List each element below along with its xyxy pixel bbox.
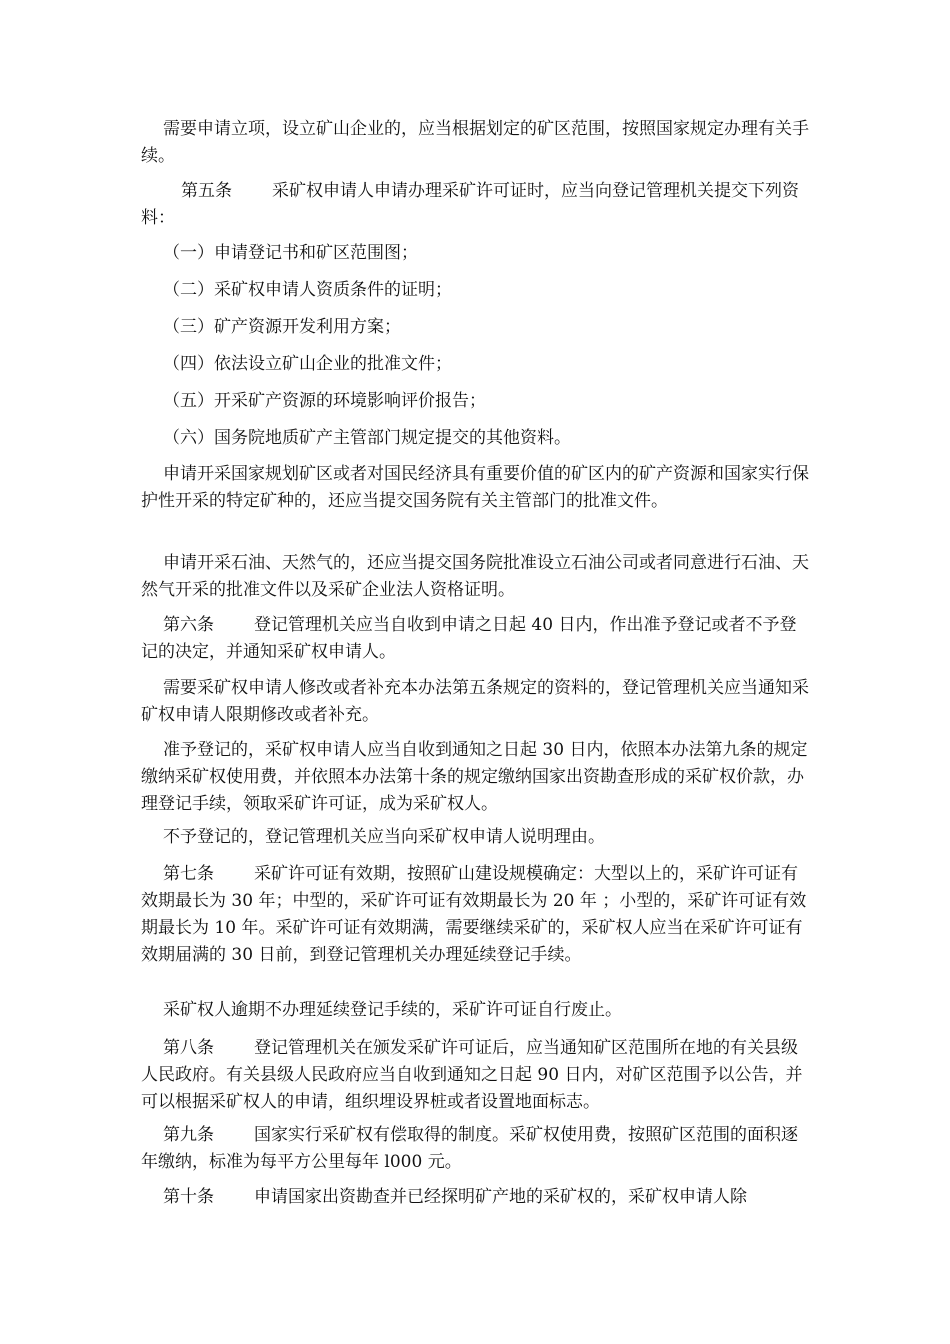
article-number: 第九条 xyxy=(163,1125,214,1145)
list-item: （五）开采矿产资源的环境影响评价报告； xyxy=(163,391,486,411)
article-number: 第十条 xyxy=(163,1187,214,1207)
article-paragraph: 第六条 登记管理机关应当自收到申请之日起 40 日内，作出准予登记或者不予登记的决定，并通知采矿权申请人。 xyxy=(141,615,797,662)
paragraph: 采矿权人逾期不办理延续登记手续的，采矿许可证自行废止。 xyxy=(163,1000,622,1020)
paragraph: 需要采矿权申请人修改或者补充本办法第五条规定的资料的，登记管理机关应当通知采矿权申请人限期修改或者补充。 xyxy=(141,678,809,725)
article-paragraph: 第十条 申请国家出资勘查并已经探明矿产地的采矿权的，采矿权申请人除 xyxy=(163,1187,747,1207)
article-number: 第六条 xyxy=(163,615,214,635)
paragraph: 申请开采国家规划矿区或者对国民经济具有重要价值的矿区内的矿产资源和国家实行保护性开采的特定矿种的，还应当提交国务院有关主管部门的批准文件。 xyxy=(141,464,809,511)
article-paragraph: 第九条 国家实行采矿权有偿取得的制度。采矿权使用费，按照矿区范围的面积逐年缴纳，标准为每平方公里每年 l000 元。 xyxy=(141,1125,798,1172)
article-number: 第八条 xyxy=(163,1038,214,1058)
list-item: （六）国务院地质矿产主管部门规定提交的其他资料。 xyxy=(163,428,571,448)
paragraph: 申请开采石油、天然气的，还应当提交国务院批准设立石油公司或者同意进行石油、天然气开采的批准文件以及采矿企业法人资格证明。 xyxy=(141,553,809,600)
article-paragraph: 第五条 采矿权申请人申请办理采矿许可证时，应当向登记管理机关提交下列资料： xyxy=(141,181,799,228)
article-number: 第五条 xyxy=(181,181,232,201)
paragraph: 不予登记的，登记管理机关应当向采矿权申请人说明理由。 xyxy=(163,827,605,847)
list-item: （三）矿产资源开发利用方案； xyxy=(163,317,401,337)
list-item: （二）采矿权申请人资质条件的证明； xyxy=(163,280,452,300)
article-paragraph: 第七条 采矿许可证有效期，按照矿山建设规模确定：大型以上的，采矿许可证有效期最长为 30 年；中型的，采矿许可证有效期最长为 20 年 ；小型的，采矿许可证有效期最长为 10 年。采矿许可证有效期满，需要继续采矿的，采矿权人应当在采矿许可证有效期届满的 30 日前，到登记管理机关办理延续登记手续。 xyxy=(141,864,807,965)
paragraph: 需要申请立项，设立矿山企业的，应当根据划定的矿区范围，按照国家规定办理有关手续。 xyxy=(141,119,809,166)
list-item: （四）依法设立矿山企业的批准文件； xyxy=(163,354,452,374)
article-number: 第七条 xyxy=(163,864,214,884)
paragraph: 准予登记的，采矿权申请人应当自收到通知之日起 30 日内，依照本办法第九条的规定缴纳采矿权使用费，并依照本办法第十条的规定缴纳国家出资勘查形成的采矿权价款，办理登记手续，领取采矿许可证，成为采矿权人。 xyxy=(141,740,808,814)
article-paragraph: 第八条 登记管理机关在颁发采矿许可证后，应当通知矿区范围所在地的有关县级人民政府。有关县级人民政府应当自收到通知之日起 90 日内，对矿区范围予以公告，并可以根据采矿权人的申请，组织埋设界桩或者设置地面标志。 xyxy=(141,1038,803,1112)
list-item: （一）申请登记书和矿区范围图； xyxy=(163,243,418,263)
